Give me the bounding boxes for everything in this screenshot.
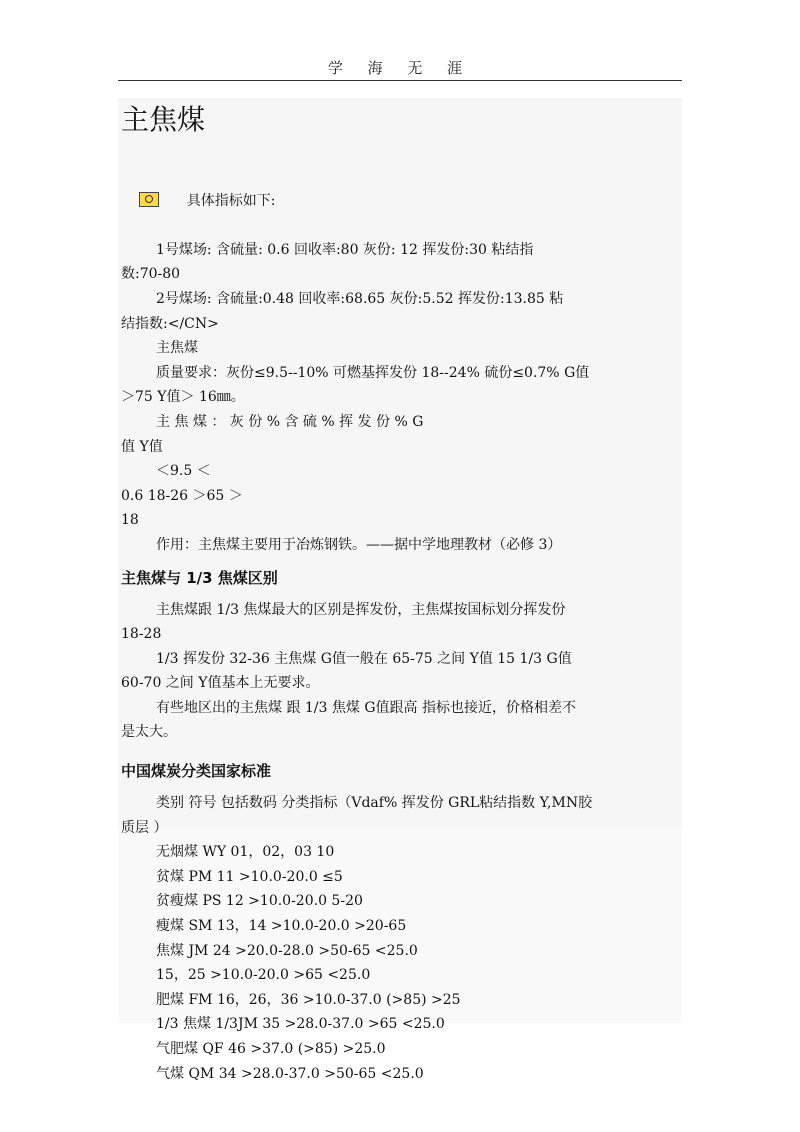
header-divider: [118, 80, 682, 81]
paragraph-line: 数:70-80: [121, 266, 181, 283]
paragraph-line: 类别 符号 包括数码 分类指标（Vdaf% 挥发份 GRL粘结指数 Y,MN胶: [156, 795, 593, 812]
table-row: 气肥煤 QF 46 >37.0 (>85) >25.0: [156, 1041, 386, 1057]
paragraph-line: 60-70 之间 Y值基本上无要求。: [121, 675, 320, 692]
paragraph-line: 主焦煤: [156, 340, 198, 357]
paragraph-line: 1号煤场: 含硫量: 0.6 回收率:80 灰份: 12 挥发份:30 粘结指: [156, 241, 534, 258]
paragraph-line: 有些地区出的主焦煤 跟 1/3 焦煤 G值跟高 指标也接近，价格相差不: [156, 699, 576, 716]
intro-line: [121, 164, 677, 238]
page-header: 学 海 无 涯: [327, 59, 473, 77]
paragraph-line: 作用：主焦煤主要用于冶炼钢铁。——据中学地理教材（必修 3）: [156, 536, 562, 553]
intro-text: 具体指标如下:: [186, 192, 276, 209]
paragraph-line: ＜9.5 ＜: [156, 463, 211, 480]
table-row: 肥煤 FM 16，26，36 >10.0-37.0 (>85) >25: [156, 991, 461, 1008]
table-row: 1/3 焦煤 1/3JM 35 >28.0-37.0 >65 <25.0: [156, 1016, 445, 1033]
paragraph-line: 主焦煤跟 1/3 焦煤最大的区别是挥发份，主焦煤按国标划分挥发份: [156, 601, 566, 618]
table-row: 15，25 >10.0-20.0 >65 <25.0: [156, 967, 371, 984]
paragraph-line: 结指数:</CN>: [121, 315, 219, 332]
page-title: 主焦煤: [121, 103, 206, 136]
paragraph-line: 是太大。: [121, 724, 177, 741]
section-heading: 主焦煤与 1/3 焦煤区别: [121, 568, 278, 587]
paragraph-line: 18: [121, 512, 139, 529]
table-row: 气煤 QM 34 >28.0-37.0 >50-65 <25.0: [156, 1065, 424, 1082]
table-row: 贫煤 PM 11 >10.0-20.0 ≤5: [156, 868, 343, 885]
table-row: 贫瘦煤 PS 12 >10.0-20.0 5-20: [156, 893, 363, 910]
table-row: 无烟煤 WY 01，02，03 10: [156, 844, 335, 861]
paragraph-line: 质层 ）: [121, 819, 168, 836]
paragraph-line: ＞75 Y值＞ 16㎜。: [121, 389, 245, 406]
paragraph-line: 值 Y值: [121, 438, 163, 455]
document-body: [121, 100, 677, 1086]
note-icon: [139, 192, 159, 207]
table-row: 焦煤 JM 24 >20.0-28.0 >50-65 <25.0: [156, 942, 418, 959]
paragraph-line: 0.6 18-26 ＞65 ＞: [121, 487, 243, 504]
paragraph-line: 2号煤场: 含硫量:0.48 回收率:68.65 灰份:5.52 挥发份:13.85 粘: [156, 290, 564, 307]
paragraph-line: 主 焦 煤 ： 灰 份 % 含 硫 % 挥 发 份 % G: [156, 413, 424, 430]
paragraph-line: 质量要求：灰份≤9.5--10% 可燃基挥发份 18--24% 硫份≤0.7% G值: [156, 364, 590, 381]
paragraph-line: 1/3 挥发份 32-36 主焦煤 G值一般在 65-75 之间 Y值 15 1/3 G值: [156, 650, 572, 667]
table-row: 瘦煤 SM 13，14 >10.0-20.0 >20-65: [156, 918, 407, 935]
section-heading: 中国煤炭分类国家标准: [121, 762, 272, 781]
paragraph-line: 18-28: [121, 626, 162, 643]
